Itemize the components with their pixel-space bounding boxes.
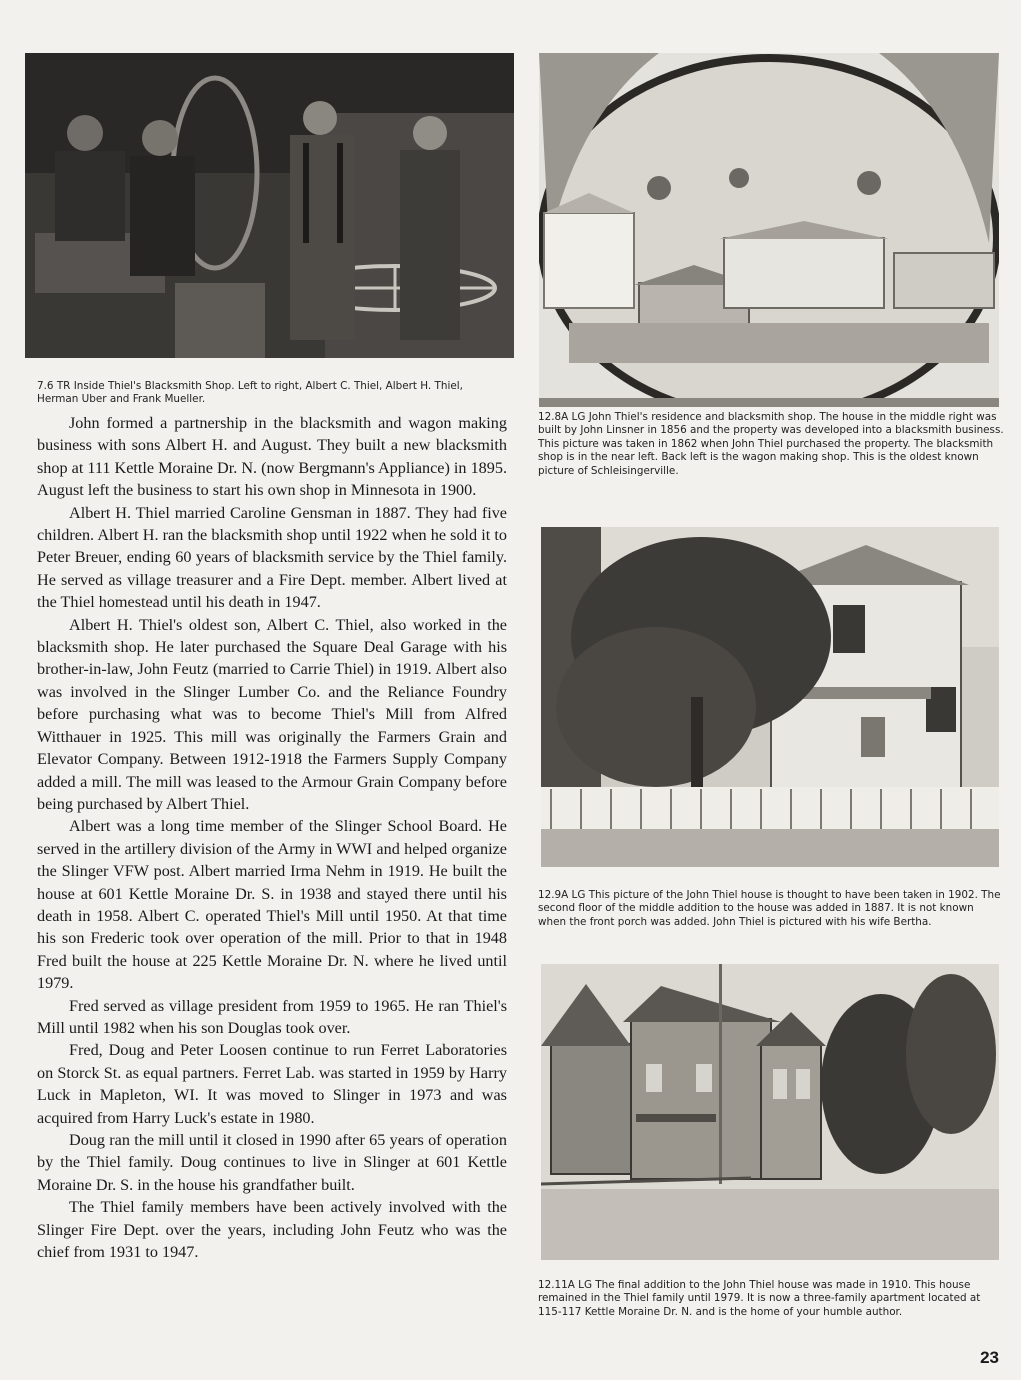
- page-number: 23: [980, 1348, 999, 1367]
- blacksmith-shop-caption: 7.6 TR Inside Thiel's Blacksmith Shop. Left to right, Albert C. Thiel, Albert H. Thiel, Herman Uber and Frank Mueller.: [37, 380, 463, 406]
- thiel-house-1902-photo: [541, 527, 999, 867]
- article-paragraph: John formed a partnership in the blacksmith and wagon making business with sons Albert H. and August. They built a new blacksmith shop at 111 Kettle Moraine Dr. N. (now Bergmann's Appliance) in 1895. August left the business to start his own shop in Minnesota in 1900.: [37, 414, 507, 500]
- article-paragraph: Albert H. Thiel married Caroline Gensman in 1887. They had five children. Albert H. ran the blacksmith shop until 1922 when he sold it to Peter Breuer, ending 60 years of blacksmith service by the Thiel family. He served as village treasurer and a Fire Dept. member. Albert lived at the Thiel homestead until his death in 1947.: [37, 503, 507, 612]
- residence-and-shop-caption: 12.8A LG John Thiel's residence and blacksmith shop. The house in the middle right was built by John Linsner in 1856 and the property was developed into a blacksmith business. This picture was taken in 1862 when John Thiel purchased the property. The blacksmith shop is in the near left. Back left is the wagon making shop. This is the oldest known picture of Schleisingerville.: [538, 411, 1004, 477]
- article-paragraph: Albert H. Thiel's oldest son, Albert C. Thiel, also worked in the blacksmith shop. He later purchased the Square Deal Garage with his brother-in-law, John Feutz (married to Carrie Thiel) in 1919. Albert also was involved in the Slinger Lumber Co. and the Reliance Foundry before purchasing what was to become Thiel's Mill from Alfred Witthauer in 1925. This mill was originally the Farmers Grain and Elevator Company. Between 1912-1918 the Farmers Supply Company added a mill. The mill was leased to the Armour Grain Company before being purchased by Albert Thiel.: [37, 615, 507, 813]
- article-paragraph: Fred served as village president from 1959 to 1965. He ran Thiel's Mill until 1982 when his son Douglas took over.: [37, 996, 507, 1037]
- thiel-house-1910-photo: [541, 964, 999, 1260]
- article-paragraph: Fred, Doug and Peter Loosen continue to run Ferret Laboratories on Storck St. as equal partners. Ferret Lab. was started in 1959 by Harry Luck in Mapleton, WI. It was moved to Slinger in 1973 and was acquired from Harry Luck's estate in 1980.: [37, 1041, 507, 1127]
- residence-and-shop-photo: [539, 53, 999, 407]
- thiel-house-1902-caption: 12.9A LG This picture of the John Thiel house is thought to have been taken in 1902. The second floor of the middle addition to the house was added in 1887. It is not known when the front porch was added. John Thiel is pictured with his wife Bertha.: [538, 889, 1001, 928]
- article-paragraph: Albert was a long time member of the Slinger School Board. He served in the artillery division of the Army in WWI and helped organize the Slinger VFW post. Albert married Irma Nehm in 1919. He built the house at 601 Kettle Moraine Dr. S. in 1938 and stayed there until his death in 1958. Albert C. operated Thiel's Mill until 1950. At that time his son Frederic took over operation of the mill. Prior to that in 1948 Fred built the house at 225 Kettle Moraine Dr. N. where he lived until 1979.: [37, 817, 507, 993]
- thiel-house-1910-caption: 12.11A LG The final addition to the John Thiel house was made in 1910. This house remained in the Thiel family until 1979. It is now a three-family apartment located at 115-117 Kettle Moraine Dr. N. and is the home of your humble author.: [538, 1279, 981, 1318]
- article-paragraph: Doug ran the mill until it closed in 1990 after 65 years of operation by the Thiel family. Doug continues to live in Slinger at 601 Kettle Moraine Dr. S. in the house his grandfather built.: [37, 1131, 507, 1194]
- article-paragraph: The Thiel family members have been actively involved with the Slinger Fire Dept. over the years, including John Feutz who was the chief from 1931 to 1947.: [37, 1198, 507, 1262]
- article-body: [37, 412, 507, 1263]
- blacksmith-shop-photo: [25, 53, 514, 358]
